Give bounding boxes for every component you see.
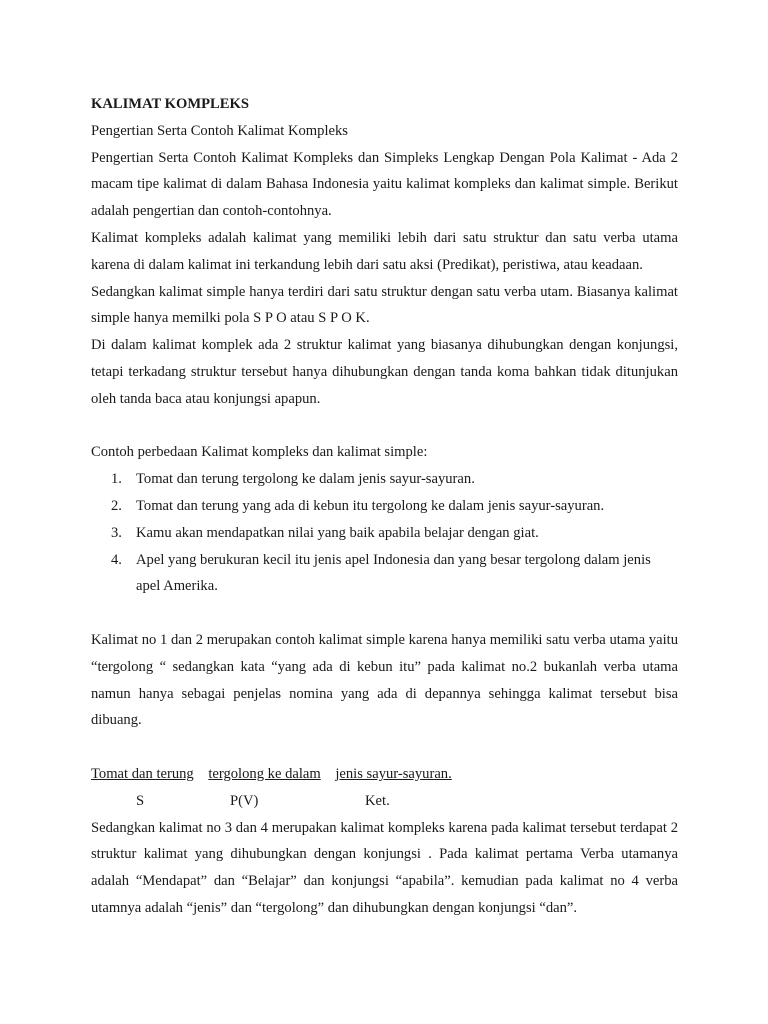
- subject-phrase: Tomat dan terung: [91, 765, 194, 782]
- document-title: KALIMAT KOMPLEKS: [91, 96, 249, 112]
- list-item-text: Tomat dan terung tergolong ke dalam jenis sayur-sayuran.: [136, 471, 475, 488]
- document-subtitle: Pengertian Serta Contoh Kalimat Kompleks: [91, 122, 348, 139]
- list-item: [91, 493, 678, 520]
- blank-line: [91, 413, 678, 440]
- list-number: 2.: [111, 497, 122, 514]
- paragraph-definition-complex: Kalimat kompleks adalah kalimat yang memiliki lebih dari satu struktur dan satu verba utama karena di dalam kalimat ini terkandung lebih dari satu aksi (Predikat), peristiwa, atau keadaan.: [91, 229, 678, 273]
- paragraph-intro: Pengertian Serta Contoh Kalimat Kompleks dan Simpleks Lengkap Dengan Pola Kalimat - Ada 2 macam tipe kalimat di dalam Bahasa Indonesia yaitu kalimat kompleks dan kalimat simple. Berikut adalah pengertian dan contoh-contohnya.: [91, 149, 678, 220]
- examples-list: [91, 466, 678, 600]
- list-number: 4.: [111, 551, 122, 568]
- sentence-labels: [91, 788, 678, 815]
- paragraph-definition-simple: Sedangkan kalimat simple hanya terdiri dari satu struktur dengan satu verba utam. Biasanya kalimat simple hanya memilki pola S P O atau S P O K.: [91, 283, 678, 327]
- examples-intro: Contoh perbedaan Kalimat kompleks dan kalimat simple:: [91, 444, 428, 461]
- list-item-text: Tomat dan terung yang ada di kebun itu tergolong ke dalam jenis sayur-sayuran.: [136, 497, 605, 514]
- blank-line: [91, 734, 678, 761]
- list-number: 1.: [111, 471, 122, 488]
- label-complement: Ket.: [365, 792, 390, 809]
- list-number: 3.: [111, 524, 122, 541]
- list-item: [91, 466, 678, 493]
- document-body: [91, 91, 678, 922]
- paragraph-structure: Di dalam kalimat komplek ada 2 struktur kalimat yang biasanya dihubungkan dengan konjungsi, tetapi terkadang struktur tersebut hanya dihubungkan dengan tanda koma bahkan tidak ditunjukan oleh tanda baca atau konjungsi apapun.: [91, 337, 678, 407]
- list-item-text: Apel yang berukuran kecil itu jenis apel Indonesia dan yang besar tergolong dalam jenis apel Amerika.: [136, 551, 651, 595]
- sentence-analysis: [91, 761, 678, 788]
- complement-phrase: jenis sayur-sayuran.: [335, 765, 452, 782]
- paragraph-explanation-simple: Kalimat no 1 dan 2 merupakan contoh kalimat simple karena hanya memiliki satu verba utama yaitu “tergolong “ sedangkan kata “yang ada di kebun itu” pada kalimat no.2 bukanlah verba utama namun hanya sebagai penjelas nomina yang ada di depannya sehingga kalimat tersebut bisa dibuang.: [91, 631, 678, 729]
- list-item: [91, 520, 678, 547]
- predicate-phrase: tergolong ke dalam: [208, 765, 321, 782]
- label-predicate: P(V): [230, 792, 259, 809]
- label-subject: S: [136, 792, 145, 809]
- list-item: [91, 547, 678, 601]
- list-item-text: Kamu akan mendapatkan nilai yang baik apabila belajar dengan giat.: [136, 524, 539, 541]
- paragraph-explanation-complex: Sedangkan kalimat no 3 dan 4 merupakan kalimat kompleks karena pada kalimat tersebut terdapat 2 struktur kalimat yang dihubungkan dengan konjungsi . Pada kalimat pertama Verba utamanya adalah “Mendapat” dan “Belajar” dan konjungsi “apabila”. kemudian pada kalimat no 4 verba utamnya adalah “jenis” dan “tergolong” dan dihubungkan dengan konjungsi “dan”.: [91, 819, 678, 916]
- blank-line: [91, 600, 678, 627]
